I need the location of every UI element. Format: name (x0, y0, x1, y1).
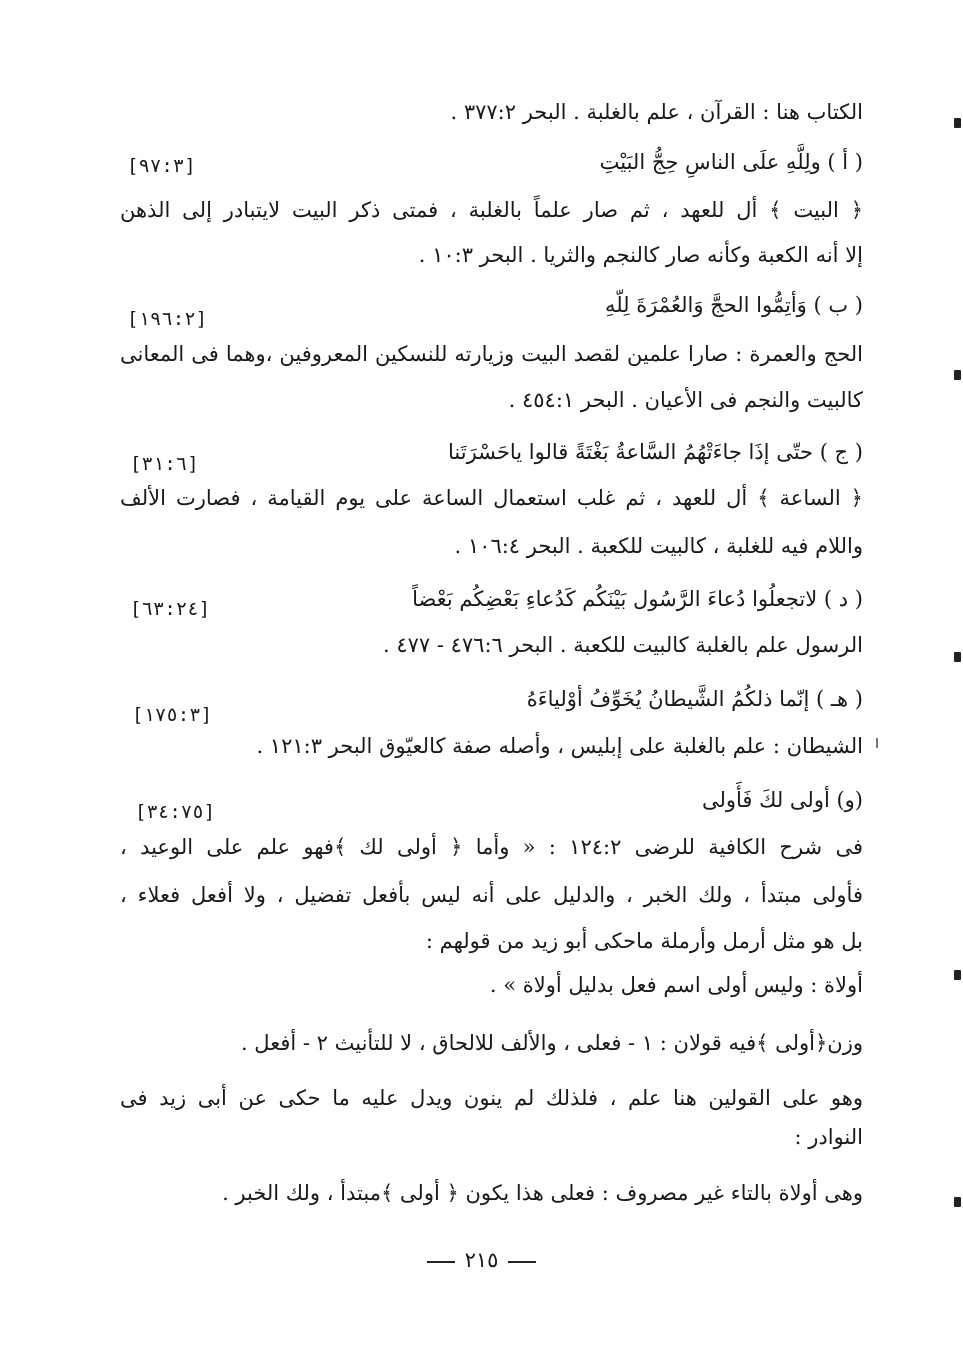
text-line: إلا أنه الكعبة وكأنه صار كالنجم والثريا . البحر ١٠:٣ . (418, 243, 863, 267)
text-line: فأولى مبتدأ ، ولك الخبر ، والدليل على أنه ليس بأفعل تفضيل ، ولا أفعل فعلاء ، (120, 883, 863, 907)
text-line: الحج والعمرة : صارا علمين لقصد البيت وزيارته للنسكين المعروفين ،وهما فى المعانى (120, 342, 863, 366)
text-line: كالبيت والنجم فى الأعيان . البحر ٤٥٤:١ . (508, 388, 863, 412)
verse-reference: [٦٣:٢٤] (130, 598, 211, 620)
text-line: الشيطان : علم بالغلبة على إبليس ، وأصله صفة كالعيّوق البحر ١٢١:٣ . (256, 734, 863, 758)
verse-reference: [١٩٦:٢] (127, 308, 208, 330)
verse-heading-d: ( د ) لاتجعلُوا دُعاءَ الرَّسُول بَيْنَكُم كَدُعاءِ بَعْضِكُم بَعْضاً (412, 587, 863, 611)
verse-reference: [٣١:٦] (130, 453, 199, 475)
margin-mark (954, 118, 961, 128)
verse-reference: [٣٤:٧٥] (135, 801, 216, 823)
margin-tick (876, 738, 878, 748)
verse-reference: [١٧٥:٣] (132, 704, 213, 726)
text-line: وهو على القولين هنا علم ، فلذلك لم ينون ويدل عليه ما حكى عن أبى زيد فى (120, 1086, 863, 1110)
text-line: وزن﴿أولى ﴾فيه قولان : ١ - فعلى ، والألف للالحاق ، لا للتأنيث ٢ - أفعل . (240, 1031, 863, 1055)
margin-mark (954, 370, 961, 380)
text-line: الكتاب هنا : القرآن ، علم بالغلبة . البحر ٣٧٧:٢ . (450, 100, 863, 124)
verse-heading-e: ( هـ ) إنّما ذلكُمُ الشَّيطانُ يُخَوِّفُ أوْلياءَهُ (526, 687, 863, 711)
verse-heading-b: ( ب ) وَأتِمُّوا الحجَّ وَالعُمْرَةَ لِلّهِ (604, 293, 863, 317)
verse-reference: [٩٧:٣] (127, 155, 196, 177)
text-line: الرسول علم بالغلبة كالبيت للكعبة . البحر ٤٧٦:٦ - ٤٧٧ . (382, 633, 863, 657)
text-line: فى شرح الكافية للرضى ١٢٤:٢ : « وأما ﴿ أولى لك ﴾فهو علم على الوعيد ، (120, 835, 863, 859)
text-line: أولاة : وليس أولى اسم فعل بدليل أولاة » . (489, 973, 863, 997)
verse-heading-f: (و) أولى لكَ فَأَولى (701, 788, 863, 812)
page-number (0, 1248, 963, 1272)
text-line: ﴿ البيت ﴾ أل للعهد ، ثم صار علماً بالغلبة ، فمتى ذكر البيت لايتبادر إلى الذهن (120, 198, 863, 222)
margin-mark (954, 1197, 961, 1207)
margin-mark (954, 652, 961, 662)
text-line: النوادر : (794, 1125, 863, 1149)
text-line: بل هو مثل أرمل وأرملة ماحكى أبو زيد من قولهم : (425, 929, 863, 953)
verse-heading-c: ( ج ) حتّى إذَا جاءَتْهُمُ السَّاعةُ بَغْتَةً قالوا ياحَسْرَتَنا (448, 440, 863, 464)
dash-right (427, 1261, 455, 1263)
page-number-text: ٢١٥ (464, 1248, 499, 1272)
text-line: وهى أولاة بالتاء غير مصروف : فعلى هذا يكون ﴿ أولى ﴾مبتدأ ، ولك الخبر . (222, 1181, 863, 1205)
text-line: ﴿ الساعة ﴾ أل للعهد ، ثم غلب استعمال الساعة على يوم القيامة ، فصارت الألف (120, 486, 863, 510)
margin-mark (954, 970, 961, 980)
text-line: واللام فيه للغلبة ، كالبيت للكعبة . البحر ١٠٦:٤ . (454, 534, 863, 558)
dash-left (508, 1261, 536, 1263)
verse-heading-a: ( أ ) ولِلَّهِ علَى الناسِ حِجُّ البَيْتِ (599, 150, 863, 174)
